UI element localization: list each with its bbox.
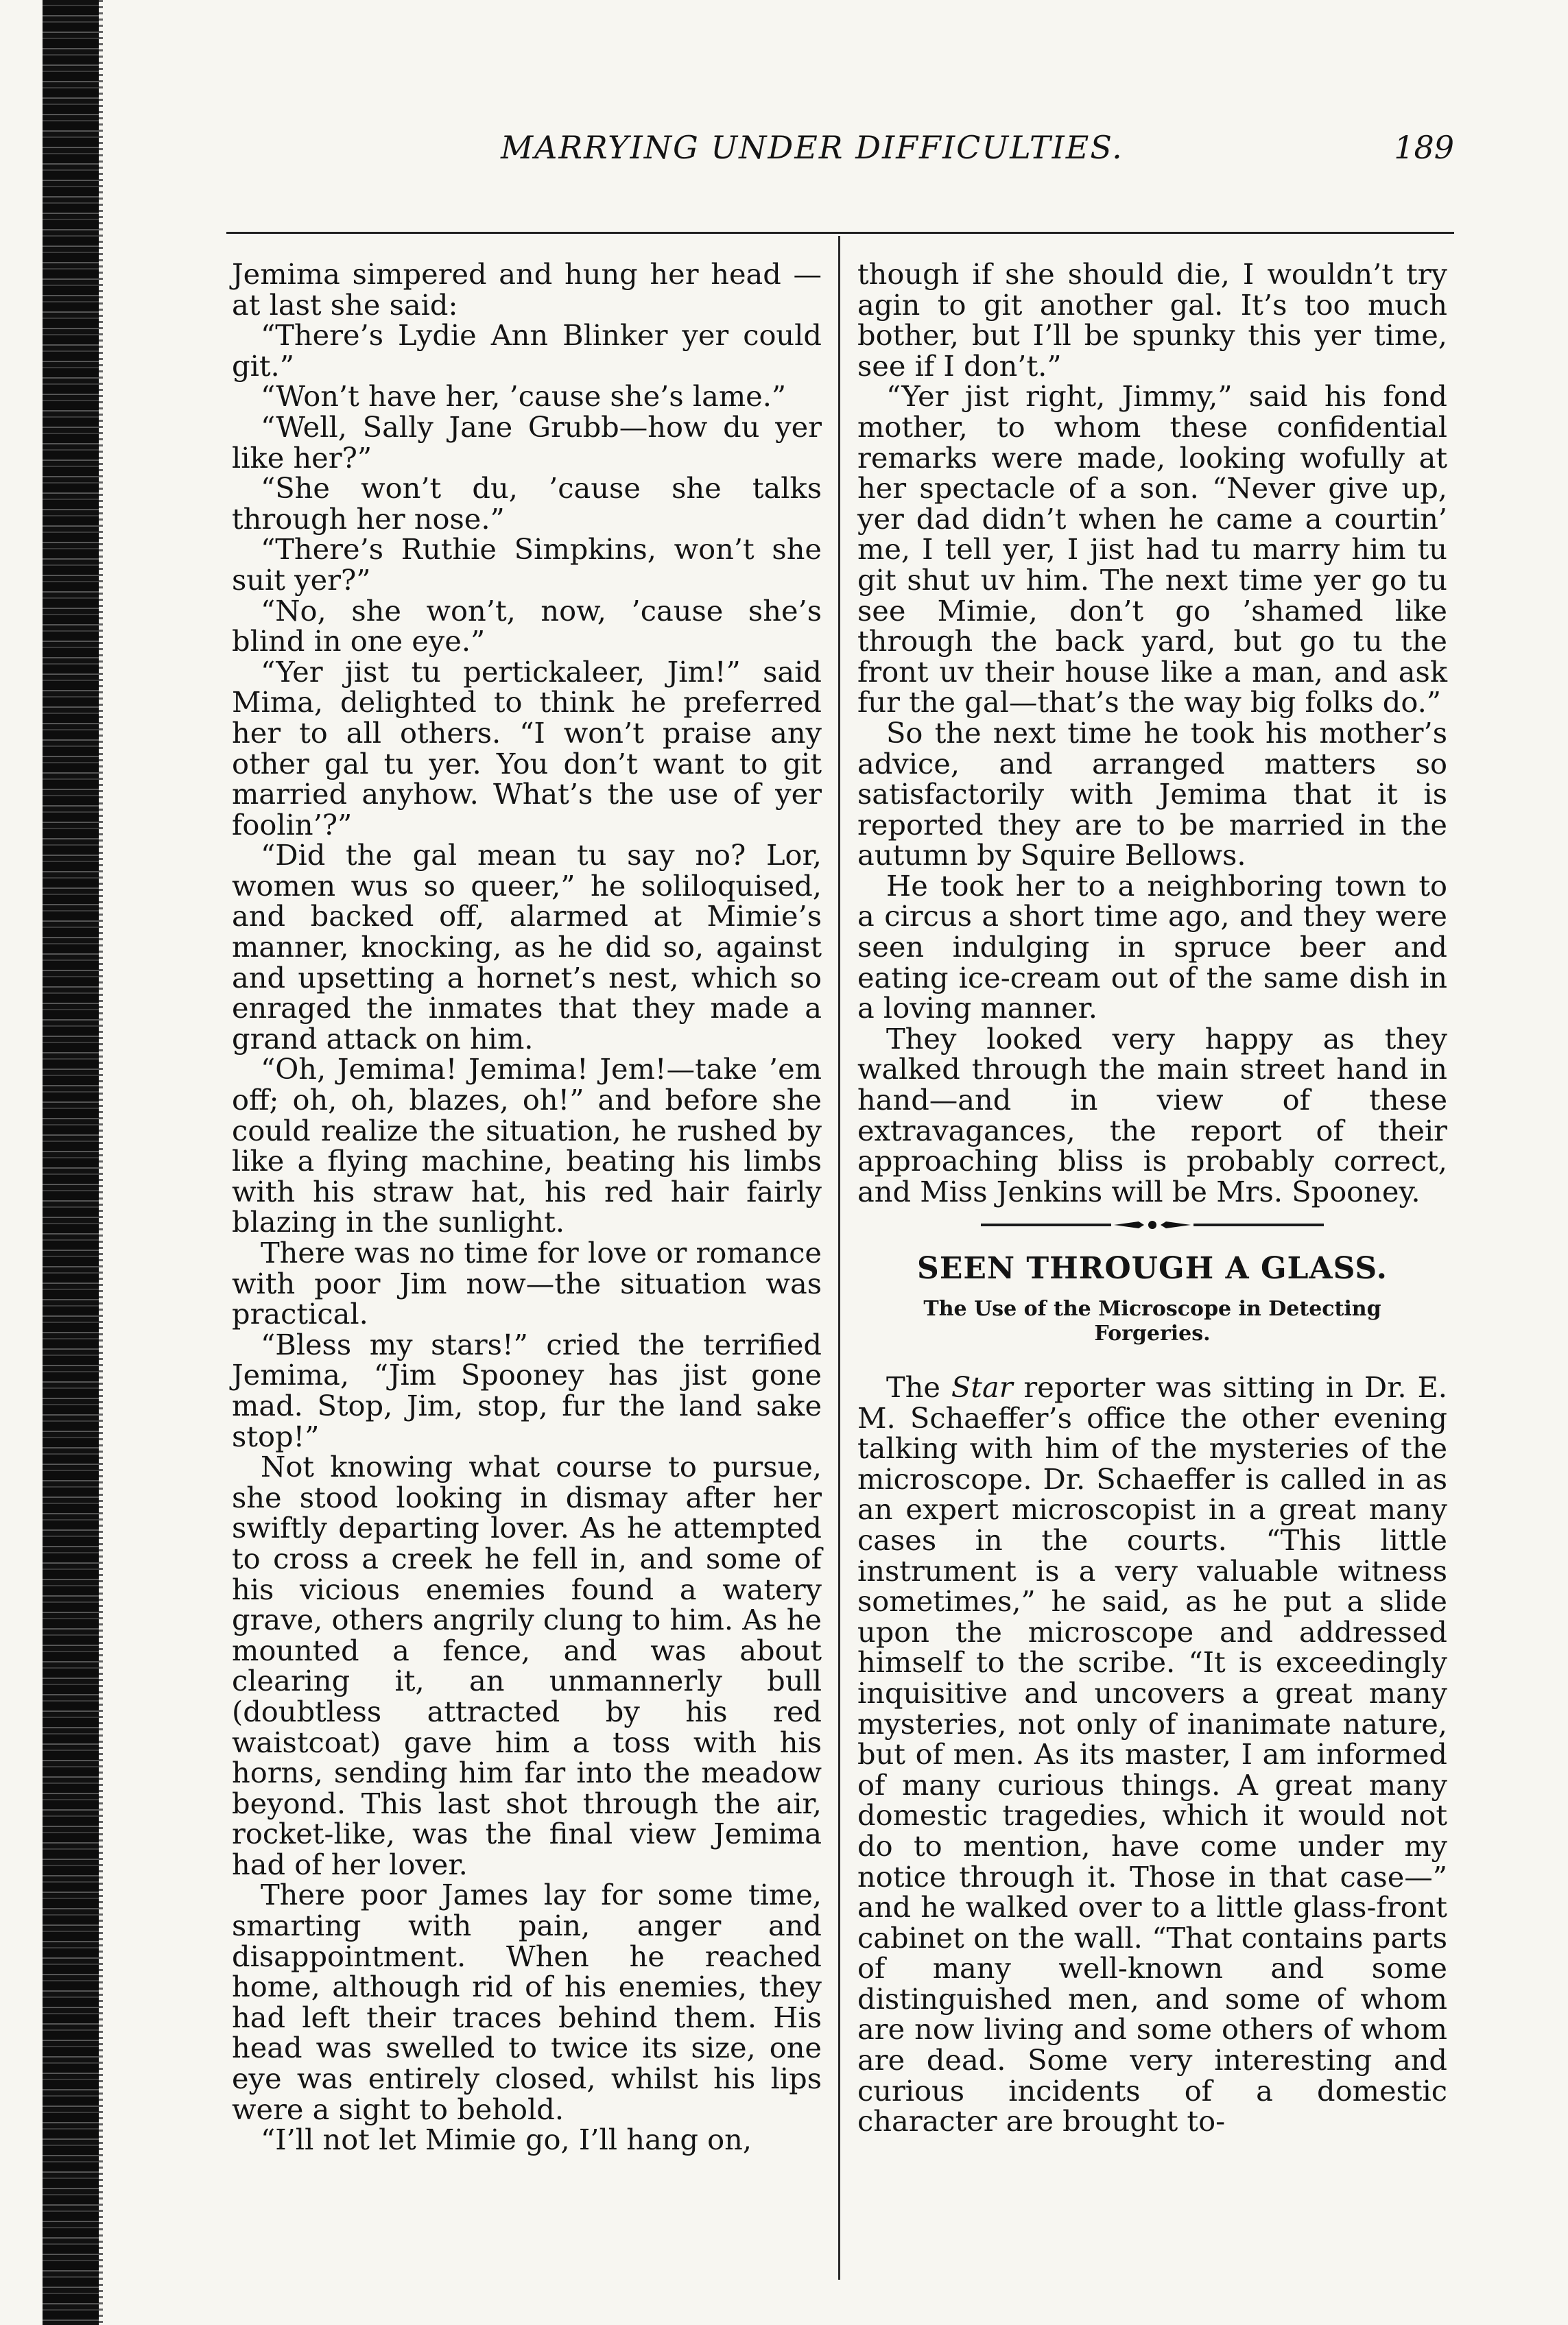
paragraph: “Yer jist tu pertickaleer, Jim!” said Mima, delighted to think he preferred her to all others. “I won’t praise any other gal tu yer. You don’t want to git married anyhow. What’s the use of yer foolin’?”	[232, 654, 822, 842]
running-title: MARRYING UNDER DIFFICULTIES.	[501, 129, 1124, 166]
divider-ornament-icon	[1111, 1219, 1193, 1230]
page-header	[226, 129, 1454, 191]
section-subtitle: The Use of the Microscope in Detecting Forgeries.	[923, 1297, 1381, 1346]
paragraph: “Did the gal mean tu say no? Lor, women wus so queer,” he soliloquised, and backed off, alarmed at Mimie’s manner, knocking, as he did so, against and upsetting a hornet’s nest, which so enraged the inmates that they made a grand attack on him.	[232, 838, 822, 1056]
page-binding-edge	[43, 0, 99, 2325]
right-column	[857, 259, 1447, 2137]
paragraph: “Bless my stars!” cried the terrified Jemima, “Jim Spooney has jist gone mad. Stop, Jim, stop, fur the land sake stop!”	[232, 1327, 822, 1453]
paragraph: Not knowing what course to pursue, she stood looking in dismay after her swiftly departing lover. As he attempted to cross a creek he fell in, and some of his vicious enemies found a watery grave, others angrily clung to him. As he mounted a fence, and was about clearing it, an unmannerly bull (doubtless attracted by his red waistcoat) gave him a toss with his horns, sending him far into the meadow beyond. This last shot through the air, rocket-like, was the final view Jemima had of her lover.	[232, 1450, 822, 1881]
paragraph: “There’s Ruthie Simpkins, won’t she suit yer?”	[232, 532, 822, 597]
paragraph: “Yer jist right, Jimmy,” said his fond mother, to whom these confidential remarks were made, looking wofully at her spectacle of a son. “Never give up, yer dad didn’t when he came a courtin’ me, I tell yer, I jist had tu marry him tu git shut uv him. The next time yer go tu see Mimie, don’t go ’shamed like through the back yard, but go tu the front uv their house like a man, and ask fur the gal—that’s the way big folks do.”	[857, 379, 1447, 719]
paragraph: They looked very happy as they walked through the main street hand in hand—and in view of these extravagances, the report of their approaching bliss is probably correct, and Miss Jenkins will be Mrs. Spooney.	[857, 1021, 1447, 1208]
page-binding-stitching	[99, 0, 103, 2325]
paragraph: “I’ll not let Mimie go, I’ll hang on,	[261, 2123, 752, 2157]
paragraph: “There’s Lydie Ann Blinker yer could git.”	[232, 318, 822, 383]
paragraph: “No, she won’t, now, ’cause she’s blind in one eye.”	[232, 593, 822, 658]
paragraph: He took her to a neighboring town to a circus a short time ago, and they were seen indulging in spruce beer and eating ice-cream out of the same dish in a loving manner.	[857, 868, 1447, 1025]
paragraph: There was no time for love or romance with poor Jim now—the situation was practical.	[232, 1236, 822, 1331]
paragraph: “Won’t have her, ’cause she’s lame.”	[261, 379, 787, 414]
left-column	[232, 259, 822, 2156]
ornamental-divider	[981, 1217, 1324, 1233]
paragraph: Jemima simpered and hung her head —at last she said:	[232, 257, 822, 322]
paragraph	[857, 1372, 1447, 2137]
paragraph: “Oh, Jemima! Jemima! Jem!—take ’em off; oh, oh, blazes, oh!” and before she could realize the situation, he rushed by like a flying machine, beating his limbs with his straw hat, his red hair fairly blazing in the sunlight.	[232, 1052, 822, 1239]
paragraph-body: reporter was sitting in Dr. E. M. Schaeffer’s office the other evening talking with him of the mysteries of the microscope. Dr. Schaeffer is called in as an expert microscopist in a great many cases in the courts. “This little instrument is a very valuable witness sometimes,” he said, as he put a slide upon the microscope and addressed himself to the scribe. “It is exceedingly inquisitive and uncovers a great many mysteries, not only of inanimate nature, but of men. As its master, I am informed of many curious things. A great many domestic tragedies, which it would not do to mention, have come under my notice through it. Those in that case—” and he walked over to a little glass-front cabinet on the wall. “That contains parts of many well-known and some distinguished men, and some of whom are now living and some others of whom are dead. Some very interesting and curious incidents of a domestic character are brought to-	[857, 1370, 1447, 2138]
column-divider	[838, 236, 840, 2280]
paragraph: though if she should die, I wouldn’t try agin to git another gal. It’s too much bother, but I’ll be spunky this yer time, see if I don’t.”	[857, 257, 1447, 383]
paragraph-lead: The	[886, 1370, 940, 1404]
newspaper-name: Star	[951, 1370, 1013, 1404]
paragraph: There poor James lay for some time, smarting with pain, anger and disappointment. When he reached home, although rid of his enemies, they had left their traces behind them. His head was swelled to twice its size, one eye was entirely closed, whilst his lips were a sight to behold.	[232, 1878, 822, 2126]
page-number: 189	[1394, 129, 1454, 166]
paragraph: “She won’t du, ’cause she talks through her nose.”	[232, 471, 822, 536]
paragraph: “Well, Sally Jane Grubb—how du yer like her?”	[232, 409, 822, 475]
header-rule	[226, 232, 1454, 234]
paragraph: So the next time he took his mother’s advice, and arranged matters so satisfactorily with Jemima that it is reported they are to be married in the autumn by Squire Bellows.	[857, 715, 1447, 872]
section-heading: SEEN THROUGH A GLASS.	[917, 1251, 1388, 1287]
